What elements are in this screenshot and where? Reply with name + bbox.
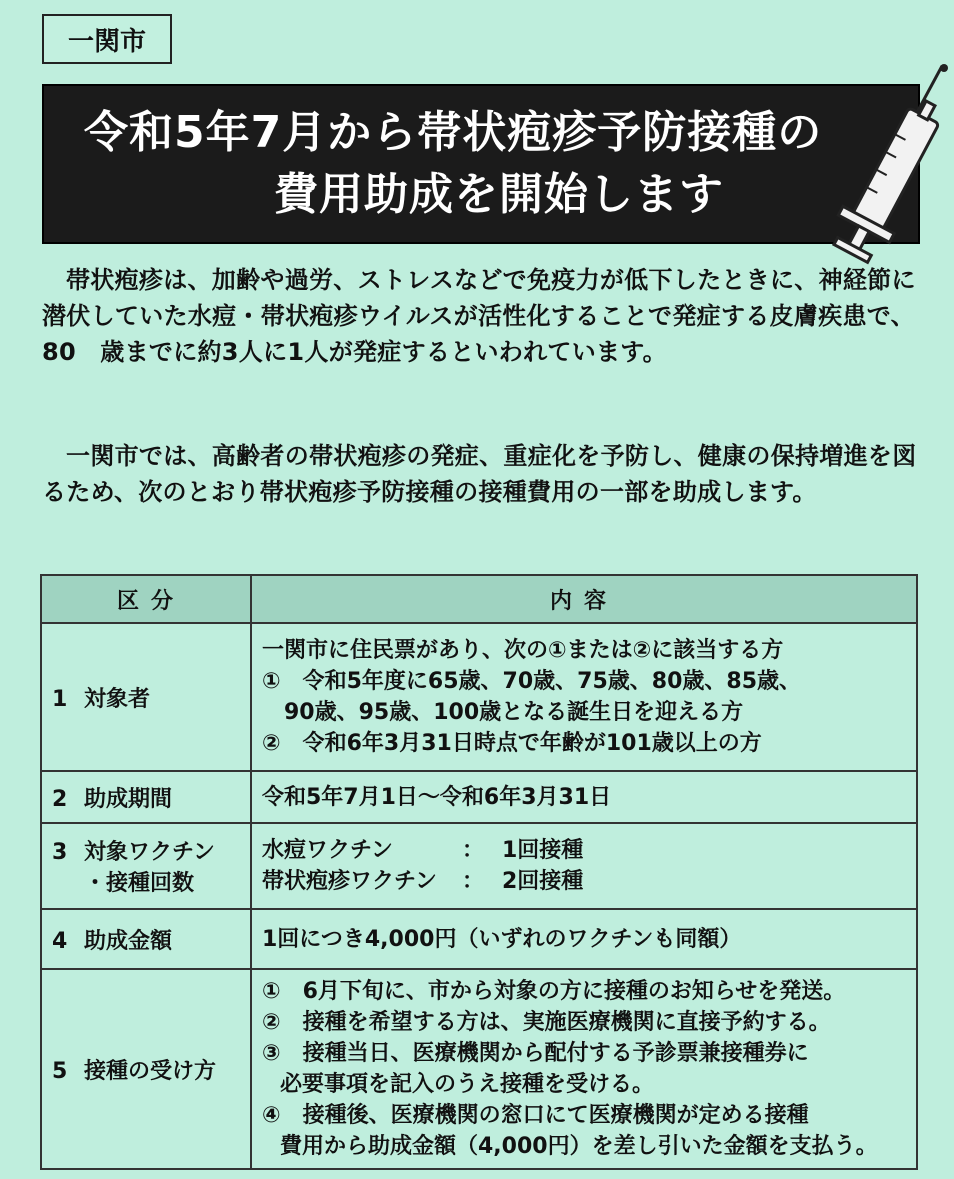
vaccine-colon: ： <box>462 838 485 863</box>
content-line: 一関市に住民票があり、次の①または②に該当する方 <box>262 638 784 663</box>
row-content <box>251 771 917 823</box>
row-content <box>251 823 917 909</box>
row-number: 2 <box>52 786 68 812</box>
row-label <box>41 823 251 909</box>
row-label-text-2: ・接種回数 <box>84 871 195 896</box>
header-category: 区分 <box>41 575 251 623</box>
row-label-text: 対象者 <box>84 686 151 712</box>
table-row <box>41 909 917 969</box>
vaccine-name: 水痘ワクチン <box>262 838 393 863</box>
content-line: ② 接種を希望する方は、実施医療機関に直接予約する。 <box>262 1010 831 1035</box>
vaccine-count: 1回接種 <box>502 838 584 863</box>
city-tag: 一関市 <box>42 14 172 64</box>
row-content <box>251 909 917 969</box>
row-number: 1 <box>52 686 68 712</box>
content-line: 令和5年7月1日～令和6年3月31日 <box>262 784 612 810</box>
row-label-text: 対象ワクチン <box>84 840 215 865</box>
title-banner <box>42 84 920 244</box>
content-line: 必要事項を記入のうえ接種を受ける。 <box>280 1072 655 1097</box>
header-content: 内容 <box>251 575 917 623</box>
content-line: 90歳、95歳、100歳となる誕生日を迎える方 <box>284 700 744 725</box>
table-row <box>41 969 917 1169</box>
intro-paragraph-2: 一関市では、高齢者の帯状疱疹の発症、重症化を予防し、健康の保持増進を図るため、次のとおり帯状疱疹予防接種の接種費用の一部を助成します。 <box>42 442 917 506</box>
row-content <box>251 969 917 1169</box>
vaccine-colon: ： <box>462 869 485 894</box>
row-number: 3 <box>52 840 68 865</box>
title-line-1: 令和5年7月から帯状疱疹予防接種の <box>84 107 823 158</box>
content-line: ③ 接種当日、医療機関から配付する予診票兼接種券に <box>262 1041 809 1066</box>
syringe-icon <box>822 58 952 268</box>
vaccine-line <box>262 866 906 897</box>
content-line: ① 令和5年度に65歳、70歳、75歳、80歳、85歳、 <box>262 669 802 694</box>
intro-paragraph-1: 帯状疱疹は、加齢や過労、ストレスなどで免疫力が低下したときに、神経節に潜伏していた水痘・帯状疱疹ウイルスが活性化することで発症する皮膚疾患で、80 歳までに約3人に1人が発症するといわれています。 <box>42 266 916 366</box>
content-line: ④ 接種後、医療機関の窓口にて医療機関が定める接種 <box>262 1103 809 1128</box>
row-number: 5 <box>52 1058 68 1084</box>
vaccine-line <box>262 835 906 866</box>
content-line: 費用から助成金額（4,000円）を差し引いた金額を支払う。 <box>280 1134 878 1159</box>
row-label-text: 接種の受け方 <box>84 1058 217 1084</box>
vaccine-name: 帯状疱疹ワクチン <box>262 869 437 894</box>
info-table <box>40 574 918 1170</box>
table-row <box>41 771 917 823</box>
title-line-2: 費用助成を開始します <box>274 169 724 220</box>
table-row <box>41 823 917 909</box>
content-line: ① 6月下旬に、市から対象の方に接種のお知らせを発送。 <box>262 979 846 1004</box>
row-label-text: 助成金額 <box>84 928 173 954</box>
vaccine-count: 2回接種 <box>502 869 584 894</box>
row-content <box>251 623 917 771</box>
content-line: 1回につき4,000円（いずれのワクチンも同額） <box>262 926 742 952</box>
row-number: 4 <box>52 928 68 954</box>
row-label <box>41 969 251 1169</box>
row-label <box>41 909 251 969</box>
table-row <box>41 623 917 771</box>
row-label-text: 助成期間 <box>84 786 173 812</box>
content-line: ② 令和6年3月31日時点で年齢が101歳以上の方 <box>262 731 762 756</box>
row-label <box>41 771 251 823</box>
row-label <box>41 623 251 771</box>
table-header-row <box>41 575 917 623</box>
